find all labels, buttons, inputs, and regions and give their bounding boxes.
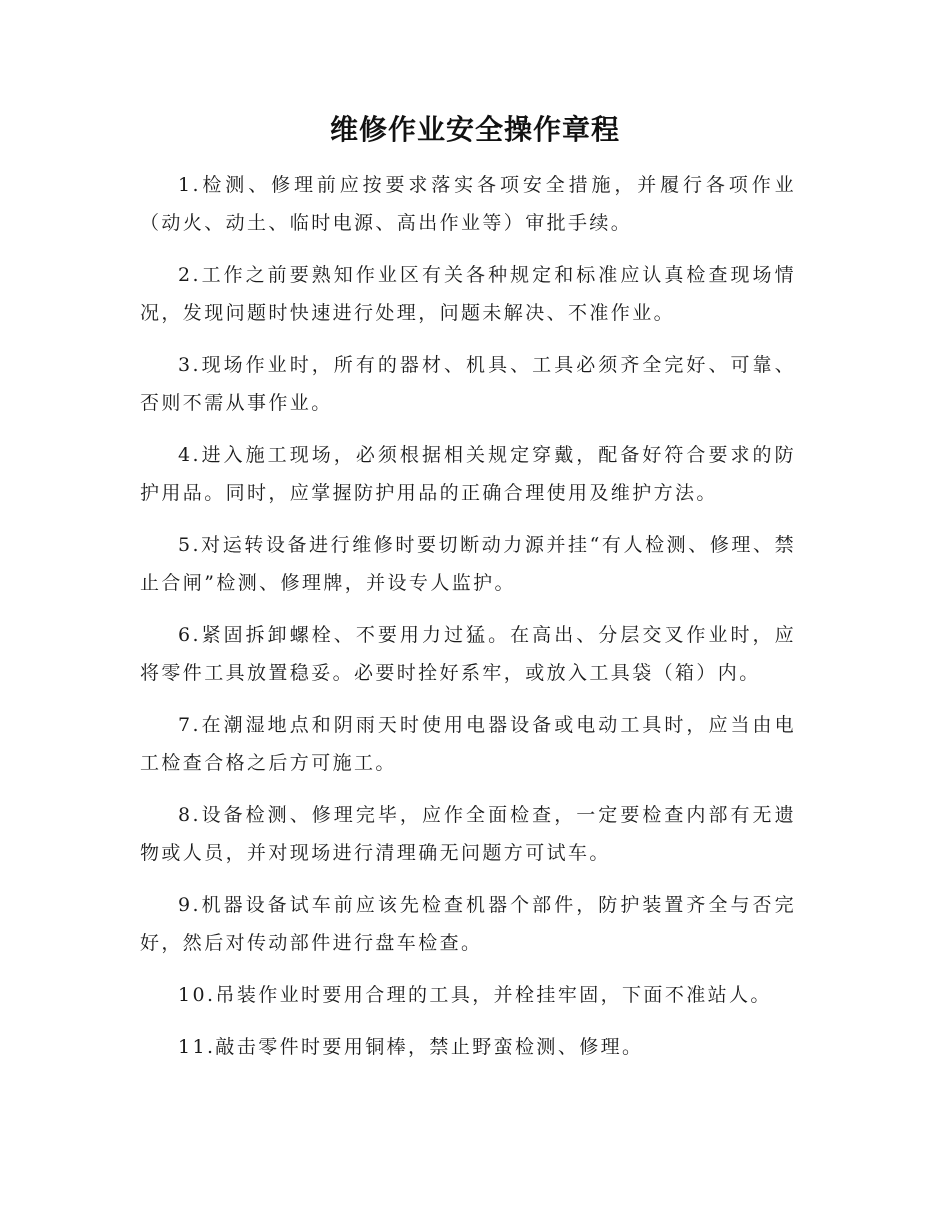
paragraph-1: 1.检测、修理前应按要求落实各项安全措施，并履行各项作业（动火、动土、临时电源、高出作业等）审批手续。 xyxy=(140,174,796,234)
paragraph-3: 3.现场作业时，所有的器材、机具、工具必须齐全完好、可靠、否则不需从事作业。 xyxy=(140,354,796,414)
document-title: 维修作业安全操作章程 xyxy=(329,113,620,146)
paragraph-7: 7.在潮湿地点和阴雨天时使用电器设备或电动工具时，应当由电工检查合格之后方可施工。 xyxy=(140,714,796,774)
paragraph-2: 2.工作之前要熟知作业区有关各种规定和标准应认真检查现场情况，发现问题时快速进行处理，问题未解决、不准作业。 xyxy=(140,264,796,324)
document-body xyxy=(140,166,796,1080)
paragraph-11: 11.敲击零件时要用铜棒，禁止野蛮检测、修理。 xyxy=(178,1036,644,1058)
paragraph-4: 4.进入施工现场，必须根据相关规定穿戴，配备好符合要求的防护用品。同时，应掌握防护用品的正确合理使用及维护方法。 xyxy=(140,444,796,504)
paragraph-8: 8.设备检测、修理完毕，应作全面检查，一定要检查内部有无遗物或人员，并对现场进行清理确无问题方可试车。 xyxy=(140,804,796,864)
paragraph-5: 5.对运转设备进行维修时要切断动力源并挂“有人检测、修理、禁止合闸”检测、修理牌，并设专人监护。 xyxy=(140,534,796,594)
paragraph-6: 6.紧固拆卸螺栓、不要用力过猛。在高出、分层交叉作业时，应将零件工具放置稳妥。必要时拴好系牢，或放入工具袋（箱）内。 xyxy=(140,624,796,684)
paragraph-9: 9.机器设备试车前应该先检查机器个部件，防护装置齐全与否完好，然后对传动部件进行盘车检查。 xyxy=(140,894,796,954)
paragraph-10: 10.吊装作业时要用合理的工具，并栓挂牢固，下面不准站人。 xyxy=(178,984,772,1006)
